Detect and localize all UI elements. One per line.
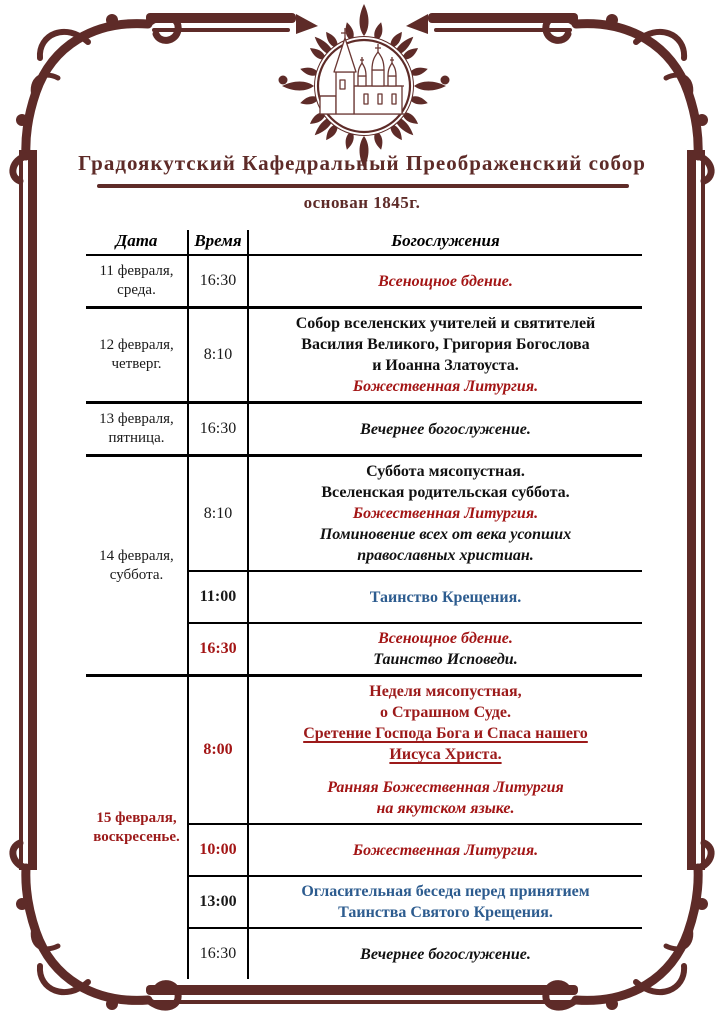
date-line: 15 февраля, — [96, 810, 177, 826]
service-line: Ранняя Божественная Литургия — [327, 779, 564, 796]
service-cell — [248, 308, 642, 403]
schedule-row — [86, 403, 642, 456]
service-cell — [248, 255, 642, 308]
service-cell — [248, 928, 642, 979]
service-cell — [248, 676, 642, 825]
date-line: 12 февраля, — [99, 337, 174, 353]
time-cell: 13:00 — [188, 876, 248, 928]
schedule-section — [86, 230, 642, 979]
date-line: воскресенье. — [93, 829, 180, 845]
schedule-row — [86, 676, 642, 825]
time-cell: 16:30 — [188, 928, 248, 979]
time-cell: 16:30 — [188, 623, 248, 676]
date-line: 14 февраля, — [99, 547, 174, 564]
service-line: Иисуса Христа. — [389, 746, 502, 763]
title-underline — [97, 184, 629, 188]
service-line: Таинство Исповеди. — [373, 651, 518, 668]
service-line: Вечернее богослужение. — [360, 945, 531, 963]
service-line: Божественная Литургия. — [352, 378, 539, 395]
service-line: Вечернее богослужение. — [360, 420, 531, 438]
service-line: Таинство Крещения. — [369, 588, 522, 606]
date-cell — [86, 456, 188, 676]
service-line: Огласительная беседа перед принятием — [301, 883, 590, 900]
service-line: о Страшном Суде. — [380, 704, 511, 721]
time-cell: 11:00 — [188, 571, 248, 623]
date-line: 11 февраля, — [99, 263, 174, 279]
service-cell — [248, 824, 642, 876]
service-line: Таинства Святого Крещения. — [338, 904, 553, 921]
column-header-services: Богослужения — [248, 230, 642, 255]
service-cell — [248, 403, 642, 456]
date-cell — [86, 308, 188, 403]
schedule-header-row — [86, 230, 642, 255]
service-line: Собор вселенских учителей и святителей — [295, 315, 596, 332]
schedule-row — [86, 308, 642, 403]
column-header-time: Время — [188, 230, 248, 255]
date-line: 13 февраля, — [99, 411, 174, 427]
service-line: Сретение Господа Бога и Спаса нашего — [303, 725, 588, 742]
date-line: среда. — [117, 282, 156, 298]
time-cell: 16:30 — [188, 255, 248, 308]
service-line: Суббота мясопустная. — [366, 463, 525, 480]
service-cell — [248, 623, 642, 676]
service-line: Неделя мясопустная, — [369, 683, 522, 700]
time-cell: 16:30 — [188, 403, 248, 456]
schedule-row — [86, 456, 642, 572]
service-line: и Иоанна Златоуста. — [372, 357, 519, 374]
service-line — [251, 765, 640, 777]
service-line: на якутском языке. — [376, 800, 515, 817]
date-cell — [86, 255, 188, 308]
service-line: Всенощное бдение. — [378, 630, 513, 647]
service-line: Поминовение всех от века усопших — [319, 526, 572, 543]
schedule-body — [86, 255, 642, 979]
time-cell: 8:10 — [188, 308, 248, 403]
date-line: суббота. — [109, 566, 164, 583]
service-line: православных христиан. — [357, 547, 534, 564]
service-cell — [248, 876, 642, 928]
time-cell: 8:00 — [188, 676, 248, 825]
service-line: Всенощное бдение. — [378, 272, 513, 290]
page-subtitle: основан 1845г. — [303, 193, 421, 212]
frame-bottom-border — [146, 985, 578, 1004]
column-header-date: Дата — [86, 230, 188, 255]
date-line: пятница. — [108, 430, 165, 446]
service-line: Василия Великого, Григория Богослова — [301, 336, 590, 353]
schedule-row — [86, 255, 642, 308]
date-cell — [86, 403, 188, 456]
date-line: четверг. — [111, 356, 162, 372]
service-cell — [248, 571, 642, 623]
service-line: Вселенская родительская суббота. — [321, 484, 570, 501]
date-cell — [86, 676, 188, 980]
service-line: Божественная Литургия. — [352, 841, 539, 859]
time-cell: 10:00 — [188, 824, 248, 876]
page-title: Градоякутский Кафедральный Преображенский собор — [78, 151, 646, 175]
time-cell: 8:10 — [188, 456, 248, 572]
service-line: Божественная Литургия. — [352, 505, 539, 522]
service-cell — [248, 456, 642, 572]
schedule-table — [86, 230, 642, 979]
